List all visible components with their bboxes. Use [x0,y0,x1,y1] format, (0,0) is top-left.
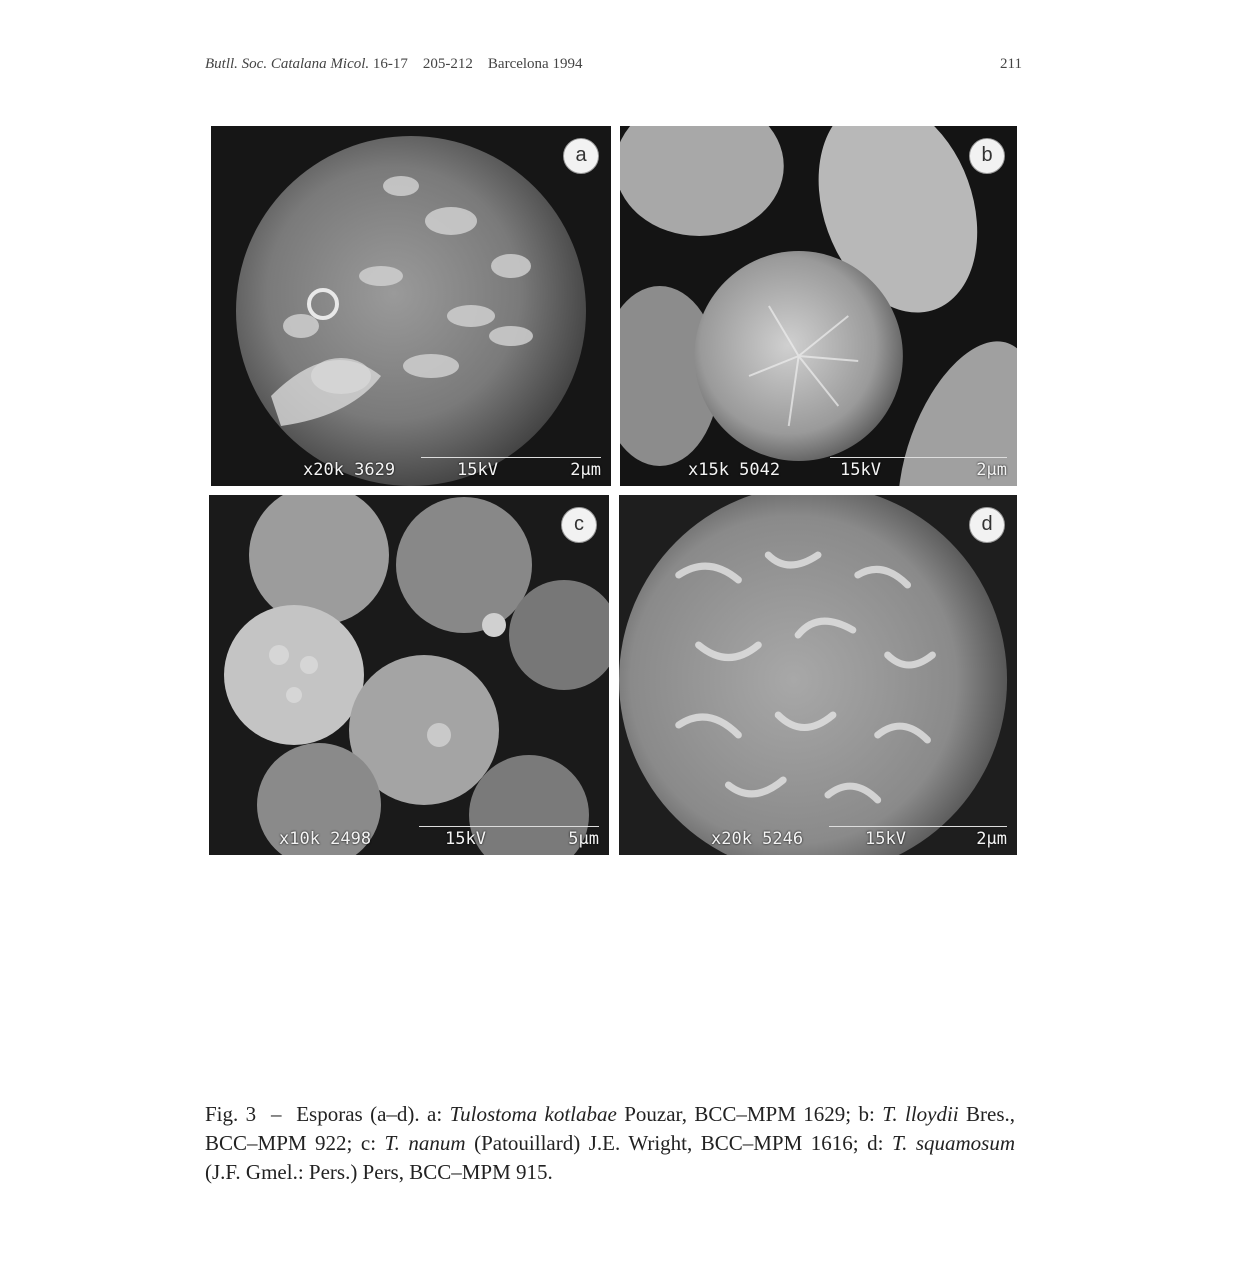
magnification-c: x10k 2498 [279,829,372,849]
scale-a: 2µm [570,460,601,480]
sem-panel-a [211,126,611,486]
voltage-a: 15kV [457,460,498,480]
figure-number: Fig. 3 [205,1102,257,1126]
page-number: 211 [1000,56,1022,72]
scale-line-c [419,826,599,827]
caption-intro: Esporas (a–d). a: [296,1102,443,1126]
figure-caption [205,1100,1015,1187]
sem-panel-b [620,126,1017,486]
article-pages: 205-212 [422,56,473,72]
caption-author-a: Pouzar, BCC–MPM 1629; b: [624,1102,875,1126]
magnification-d: x20k 5246 [711,829,804,849]
caption-dash: – [270,1102,282,1126]
voltage-b: 15kV [840,460,881,480]
sem-panel-c [209,495,609,855]
caption-author-c: (Patouillard) J.E. Wright, BCC–MPM 1616; d: [474,1131,884,1155]
scale-line-b [830,457,1007,458]
voltage-c: 15kV [445,829,486,849]
running-header [205,56,1022,78]
caption-author-d: (J.F. Gmel.: Pers.) Pers, BCC–MPM 915. [205,1160,553,1184]
sem-databar-d [619,825,1017,855]
scale-line-a [421,457,601,458]
journal-volume: 16-17 [372,56,408,72]
magnification-a: x20k 3629 [303,460,396,480]
sem-databar-c [209,825,609,855]
sem-panel-d [619,495,1017,855]
caption-author-b: Bres., BCC–MPM 922; c: [205,1102,1016,1155]
scale-c: 5µm [568,829,599,849]
sem-figure-plate [209,126,1018,856]
scale-d: 2µm [976,829,1007,849]
voltage-d: 15kV [865,829,906,849]
taxon-b: T. lloydii [882,1102,959,1126]
scale-line-d [829,826,1007,827]
taxon-c: T. nanum [384,1131,466,1155]
sem-micrograph-a [211,126,611,486]
journal-name: Butll. Soc. Catalana Micol. [205,56,370,72]
scale-b: 2µm [976,460,1007,480]
taxon-a: Tulostoma kotlabae [449,1102,617,1126]
panel-label-c: c [561,507,597,543]
taxon-d: T. squamosum [891,1131,1015,1155]
sem-micrograph-d [619,495,1017,855]
panel-label-a: a [563,138,599,174]
panel-label-d: d [969,507,1005,543]
sem-micrograph-c [209,495,609,855]
magnification-b: x15k 5042 [688,460,781,480]
sem-databar-a [211,456,611,486]
panel-label-b: b [969,138,1005,174]
place-year: Barcelona 1994 [487,56,583,72]
sem-databar-b [620,456,1017,486]
sem-micrograph-b [620,126,1017,486]
